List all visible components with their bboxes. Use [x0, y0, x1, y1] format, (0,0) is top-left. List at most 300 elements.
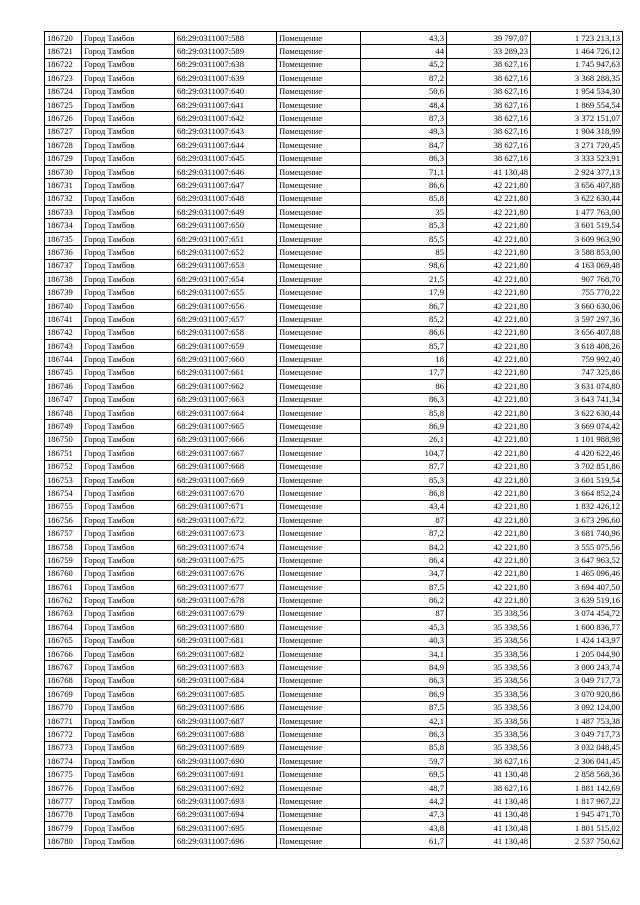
cell-cadastral-value: 3 673 296,60 [531, 514, 623, 527]
cell-city: Город Тамбов [82, 822, 175, 835]
cell-city: Город Тамбов [82, 219, 175, 232]
cell-city: Город Тамбов [82, 688, 175, 701]
cell-specific-value: 35 338,56 [447, 661, 531, 674]
cell-row-id: 186771 [45, 714, 82, 727]
cell-object-type: Помещение [277, 299, 361, 312]
cell-object-type: Помещение [277, 594, 361, 607]
cell-row-id: 186750 [45, 433, 82, 446]
cell-cadastral-value: 1 487 753,38 [531, 714, 623, 727]
table-row [45, 688, 623, 701]
cell-city: Город Тамбов [82, 58, 175, 71]
cell-area: 87 [361, 607, 447, 620]
table-row [45, 500, 623, 513]
cell-row-id: 186722 [45, 58, 82, 71]
cell-cadastral-number: 68:29:0311007:645 [175, 152, 277, 165]
cell-cadastral-number: 68:29:0311007:661 [175, 366, 277, 379]
cell-city: Город Тамбов [82, 152, 175, 165]
cell-area: 45,2 [361, 58, 447, 71]
cell-object-type: Помещение [277, 406, 361, 419]
cell-cadastral-value: 2 924 377,13 [531, 165, 623, 178]
cell-cadastral-value: 1 945 471,70 [531, 808, 623, 821]
table-row [45, 540, 623, 553]
cell-object-type: Помещение [277, 232, 361, 245]
cell-city: Город Тамбов [82, 795, 175, 808]
cell-cadastral-value: 747 325,86 [531, 366, 623, 379]
cell-specific-value: 38 627,16 [447, 139, 531, 152]
table-row [45, 273, 623, 286]
cell-cadastral-value: 1 101 988,98 [531, 433, 623, 446]
cell-row-id: 186730 [45, 165, 82, 178]
cell-city: Город Тамбов [82, 32, 175, 45]
cell-city: Город Тамбов [82, 755, 175, 768]
cell-object-type: Помещение [277, 139, 361, 152]
cell-specific-value: 42 221,80 [447, 286, 531, 299]
cell-cadastral-number: 68:29:0311007:641 [175, 98, 277, 111]
cell-cadastral-value: 1 723 213,13 [531, 32, 623, 45]
cell-cadastral-value: 3 656 407,88 [531, 179, 623, 192]
table-row [45, 366, 623, 379]
cell-cadastral-number: 68:29:0311007:690 [175, 755, 277, 768]
document-page [44, 31, 622, 849]
table-row [45, 219, 623, 232]
cell-city: Город Тамбов [82, 326, 175, 339]
table-row [45, 607, 623, 620]
table-row [45, 246, 623, 259]
table-row [45, 714, 623, 727]
cell-row-id: 186758 [45, 540, 82, 553]
cell-cadastral-number: 68:29:0311007:696 [175, 835, 277, 848]
cell-object-type: Помещение [277, 393, 361, 406]
cell-cadastral-number: 68:29:0311007:670 [175, 487, 277, 500]
cell-object-type: Помещение [277, 273, 361, 286]
cell-specific-value: 42 221,80 [447, 420, 531, 433]
cell-specific-value: 42 221,80 [447, 527, 531, 540]
cell-area: 61,7 [361, 835, 447, 848]
cell-city: Город Тамбов [82, 460, 175, 473]
cell-row-id: 186762 [45, 594, 82, 607]
cell-area: 86,2 [361, 594, 447, 607]
cell-cadastral-number: 68:29:0311007:666 [175, 433, 277, 446]
cell-row-id: 186754 [45, 487, 82, 500]
table-row [45, 567, 623, 580]
table-row [45, 460, 623, 473]
cell-cadastral-value: 1 424 143,97 [531, 634, 623, 647]
cell-area: 84,9 [361, 661, 447, 674]
cell-cadastral-value: 4 420 622,46 [531, 447, 623, 460]
cell-object-type: Помещение [277, 514, 361, 527]
table-row [45, 232, 623, 245]
cell-row-id: 186732 [45, 192, 82, 205]
table-row [45, 326, 623, 339]
cell-cadastral-number: 68:29:0311007:671 [175, 500, 277, 513]
cell-city: Город Тамбов [82, 246, 175, 259]
cell-specific-value: 39 797,07 [447, 32, 531, 45]
cell-cadastral-number: 68:29:0311007:657 [175, 313, 277, 326]
table-row [45, 58, 623, 71]
cell-cadastral-value: 3 074 454,72 [531, 607, 623, 620]
cell-row-id: 186751 [45, 447, 82, 460]
cell-specific-value: 35 338,56 [447, 701, 531, 714]
cell-area: 34,7 [361, 567, 447, 580]
cell-row-id: 186729 [45, 152, 82, 165]
cell-city: Город Тамбов [82, 380, 175, 393]
cell-object-type: Помещение [277, 420, 361, 433]
cell-cadastral-value: 1 954 534,30 [531, 85, 623, 98]
cell-specific-value: 38 627,16 [447, 152, 531, 165]
cell-cadastral-value: 1 600 836,77 [531, 621, 623, 634]
cell-object-type: Помещение [277, 433, 361, 446]
table-row [45, 741, 623, 754]
cell-cadastral-number: 68:29:0311007:663 [175, 393, 277, 406]
cell-cadastral-number: 68:29:0311007:678 [175, 594, 277, 607]
cell-row-id: 186759 [45, 554, 82, 567]
cell-cadastral-value: 3 555 075,56 [531, 540, 623, 553]
cell-row-id: 186764 [45, 621, 82, 634]
table-row [45, 728, 623, 741]
table-row [45, 433, 623, 446]
cell-row-id: 186756 [45, 514, 82, 527]
cell-cadastral-value: 3 669 074,42 [531, 420, 623, 433]
cell-specific-value: 38 627,16 [447, 125, 531, 138]
cell-row-id: 186733 [45, 206, 82, 219]
cell-specific-value: 42 221,80 [447, 259, 531, 272]
cell-area: 86,8 [361, 487, 447, 500]
cell-row-id: 186726 [45, 112, 82, 125]
cell-city: Город Тамбов [82, 447, 175, 460]
cell-object-type: Помещение [277, 58, 361, 71]
cell-city: Город Тамбов [82, 607, 175, 620]
cell-cadastral-value: 3 622 630,44 [531, 192, 623, 205]
cell-area: 44,2 [361, 795, 447, 808]
cell-cadastral-value: 755 770,22 [531, 286, 623, 299]
cell-specific-value: 33 289,23 [447, 45, 531, 58]
cell-cadastral-value: 1 801 515,02 [531, 822, 623, 835]
cell-cadastral-number: 68:29:0311007:675 [175, 554, 277, 567]
cell-area: 48,4 [361, 98, 447, 111]
cell-area: 86,6 [361, 326, 447, 339]
cell-object-type: Помещение [277, 554, 361, 567]
cell-city: Город Тамбов [82, 835, 175, 848]
cell-area: 85 [361, 246, 447, 259]
cell-specific-value: 35 338,56 [447, 621, 531, 634]
cell-city: Город Тамбов [82, 286, 175, 299]
cell-city: Город Тамбов [82, 273, 175, 286]
cell-specific-value: 42 221,80 [447, 500, 531, 513]
cell-row-id: 186748 [45, 406, 82, 419]
cell-cadastral-value: 1 205 044,90 [531, 647, 623, 660]
cell-object-type: Помещение [277, 179, 361, 192]
cell-area: 69,5 [361, 768, 447, 781]
cell-specific-value: 38 627,16 [447, 85, 531, 98]
cell-cadastral-number: 68:29:0311007:658 [175, 326, 277, 339]
cell-row-id: 186779 [45, 822, 82, 835]
cell-row-id: 186749 [45, 420, 82, 433]
cell-city: Город Тамбов [82, 714, 175, 727]
table-row [45, 581, 623, 594]
cell-object-type: Помещение [277, 835, 361, 848]
cell-cadastral-number: 68:29:0311007:652 [175, 246, 277, 259]
cell-object-type: Помещение [277, 165, 361, 178]
cell-city: Город Тамбов [82, 179, 175, 192]
cell-city: Город Тамбов [82, 473, 175, 486]
cell-area: 43,4 [361, 500, 447, 513]
cell-city: Город Тамбов [82, 206, 175, 219]
table-body [45, 32, 623, 849]
table-row [45, 781, 623, 794]
cell-specific-value: 42 221,80 [447, 206, 531, 219]
cell-city: Город Тамбов [82, 72, 175, 85]
cell-specific-value: 42 221,80 [447, 313, 531, 326]
cell-specific-value: 42 221,80 [447, 326, 531, 339]
cell-object-type: Помещение [277, 32, 361, 45]
cell-area: 86 [361, 380, 447, 393]
cell-city: Город Тамбов [82, 647, 175, 660]
cell-row-id: 186780 [45, 835, 82, 848]
cell-city: Город Тамбов [82, 554, 175, 567]
cell-specific-value: 42 221,80 [447, 447, 531, 460]
cell-area: 86,3 [361, 674, 447, 687]
cell-row-id: 186728 [45, 139, 82, 152]
cell-cadastral-number: 68:29:0311007:674 [175, 540, 277, 553]
cell-object-type: Помещение [277, 728, 361, 741]
table-row [45, 45, 623, 58]
cell-cadastral-value: 1 832 426,12 [531, 500, 623, 513]
cell-city: Город Тамбов [82, 232, 175, 245]
cell-cadastral-value: 3 702 851,86 [531, 460, 623, 473]
cell-area: 45,3 [361, 621, 447, 634]
cell-row-id: 186761 [45, 581, 82, 594]
cell-row-id: 186760 [45, 567, 82, 580]
cell-cadastral-value: 3 092 124,00 [531, 701, 623, 714]
table-row [45, 339, 623, 352]
cell-row-id: 186755 [45, 500, 82, 513]
cell-specific-value: 35 338,56 [447, 688, 531, 701]
cell-cadastral-value: 1 477 763,00 [531, 206, 623, 219]
cell-specific-value: 42 221,80 [447, 514, 531, 527]
cell-row-id: 186775 [45, 768, 82, 781]
cell-cadastral-number: 68:29:0311007:654 [175, 273, 277, 286]
table-row [45, 514, 623, 527]
cell-cadastral-value: 3 647 963,52 [531, 554, 623, 567]
cell-area: 87,5 [361, 581, 447, 594]
cell-cadastral-value: 2 537 750,62 [531, 835, 623, 848]
cell-area: 47,3 [361, 808, 447, 821]
cell-object-type: Помещение [277, 674, 361, 687]
table-row [45, 313, 623, 326]
cell-cadastral-value: 3 681 740,96 [531, 527, 623, 540]
cell-cadastral-number: 68:29:0311007:662 [175, 380, 277, 393]
cell-object-type: Помещение [277, 206, 361, 219]
cell-object-type: Помещение [277, 473, 361, 486]
cell-cadastral-value: 1 817 967,22 [531, 795, 623, 808]
cell-cadastral-number: 68:29:0311007:680 [175, 621, 277, 634]
cell-city: Город Тамбов [82, 527, 175, 540]
table-row [45, 795, 623, 808]
cell-city: Город Тамбов [82, 567, 175, 580]
table-row [45, 835, 623, 848]
cell-cadastral-number: 68:29:0311007:686 [175, 701, 277, 714]
cell-object-type: Помещение [277, 246, 361, 259]
cell-area: 86,9 [361, 420, 447, 433]
cell-area: 44 [361, 45, 447, 58]
table-row [45, 98, 623, 111]
cell-row-id: 186723 [45, 72, 82, 85]
cell-object-type: Помещение [277, 661, 361, 674]
cell-object-type: Помещение [277, 647, 361, 660]
cell-row-id: 186752 [45, 460, 82, 473]
cell-cadastral-number: 68:29:0311007:646 [175, 165, 277, 178]
cell-area: 49,3 [361, 125, 447, 138]
cell-specific-value: 42 221,80 [447, 366, 531, 379]
cell-cadastral-value: 3 333 523,91 [531, 152, 623, 165]
cell-area: 85,8 [361, 192, 447, 205]
cell-specific-value: 42 221,80 [447, 554, 531, 567]
cell-object-type: Помещение [277, 781, 361, 794]
cell-row-id: 186734 [45, 219, 82, 232]
cell-object-type: Помещение [277, 714, 361, 727]
table-row [45, 621, 623, 634]
cell-city: Город Тамбов [82, 701, 175, 714]
cell-row-id: 186743 [45, 339, 82, 352]
cell-area: 35 [361, 206, 447, 219]
cell-object-type: Помещение [277, 755, 361, 768]
cell-area: 85,3 [361, 219, 447, 232]
cell-city: Город Тамбов [82, 487, 175, 500]
cell-row-id: 186721 [45, 45, 82, 58]
cell-specific-value: 42 221,80 [447, 299, 531, 312]
table-row [45, 701, 623, 714]
cell-area: 87 [361, 514, 447, 527]
cell-city: Город Тамбов [82, 112, 175, 125]
table-row [45, 420, 623, 433]
cell-row-id: 186777 [45, 795, 82, 808]
cell-cadastral-value: 3 601 519,54 [531, 219, 623, 232]
cell-row-id: 186731 [45, 179, 82, 192]
cell-cadastral-number: 68:29:0311007:653 [175, 259, 277, 272]
cell-cadastral-value: 3 622 630,44 [531, 406, 623, 419]
cell-cadastral-value: 2 306 041,45 [531, 755, 623, 768]
table-row [45, 822, 623, 835]
cell-object-type: Помещение [277, 339, 361, 352]
cell-city: Город Тамбов [82, 781, 175, 794]
cell-row-id: 186778 [45, 808, 82, 821]
table-row [45, 393, 623, 406]
cell-city: Город Тамбов [82, 165, 175, 178]
cell-row-id: 186746 [45, 380, 82, 393]
cell-specific-value: 38 627,16 [447, 58, 531, 71]
table-row [45, 661, 623, 674]
table-row [45, 286, 623, 299]
cell-row-id: 186763 [45, 607, 82, 620]
cell-area: 43,3 [361, 32, 447, 45]
cell-city: Город Тамбов [82, 406, 175, 419]
cell-cadastral-value: 3 609 963,90 [531, 232, 623, 245]
cell-cadastral-value: 3 664 852,24 [531, 487, 623, 500]
cell-object-type: Помещение [277, 701, 361, 714]
cell-area: 40,3 [361, 634, 447, 647]
cell-city: Город Тамбов [82, 299, 175, 312]
cell-area: 18 [361, 353, 447, 366]
cell-specific-value: 38 627,16 [447, 781, 531, 794]
table-row [45, 299, 623, 312]
table-row [45, 768, 623, 781]
cell-cadastral-number: 68:29:0311007:588 [175, 32, 277, 45]
cell-city: Город Тамбов [82, 581, 175, 594]
table-row [45, 406, 623, 419]
cell-cadastral-value: 3 588 853,00 [531, 246, 623, 259]
cell-cadastral-value: 1 464 726,12 [531, 45, 623, 58]
cell-cadastral-number: 68:29:0311007:669 [175, 473, 277, 486]
cell-row-id: 186774 [45, 755, 82, 768]
cell-specific-value: 38 627,16 [447, 98, 531, 111]
cell-cadastral-number: 68:29:0311007:672 [175, 514, 277, 527]
cell-object-type: Помещение [277, 72, 361, 85]
cell-row-id: 186767 [45, 661, 82, 674]
cell-cadastral-value: 1 904 318,99 [531, 125, 623, 138]
table-row [45, 755, 623, 768]
cell-cadastral-number: 68:29:0311007:644 [175, 139, 277, 152]
cell-area: 87,2 [361, 527, 447, 540]
cell-cadastral-value: 3 694 407,50 [531, 581, 623, 594]
table-row [45, 165, 623, 178]
cell-specific-value: 41 130,48 [447, 808, 531, 821]
cell-area: 17,7 [361, 366, 447, 379]
cell-area: 86,4 [361, 554, 447, 567]
cell-specific-value: 41 130,48 [447, 768, 531, 781]
cell-object-type: Помещение [277, 487, 361, 500]
cell-city: Город Тамбов [82, 192, 175, 205]
cell-object-type: Помещение [277, 85, 361, 98]
cell-cadastral-number: 68:29:0311007:683 [175, 661, 277, 674]
cell-cadastral-number: 68:29:0311007:688 [175, 728, 277, 741]
cell-row-id: 186737 [45, 259, 82, 272]
table-row [45, 353, 623, 366]
cell-area: 86,9 [361, 688, 447, 701]
cell-area: 98,6 [361, 259, 447, 272]
cell-area: 34,1 [361, 647, 447, 660]
cell-city: Город Тамбов [82, 634, 175, 647]
cell-cadastral-number: 68:29:0311007:684 [175, 674, 277, 687]
cell-object-type: Помещение [277, 98, 361, 111]
cell-row-id: 186736 [45, 246, 82, 259]
cell-object-type: Помещение [277, 822, 361, 835]
cell-object-type: Помещение [277, 152, 361, 165]
cell-area: 86,3 [361, 152, 447, 165]
table-row [45, 72, 623, 85]
cell-cadastral-value: 3 656 407,88 [531, 326, 623, 339]
cell-cadastral-number: 68:29:0311007:691 [175, 768, 277, 781]
cell-cadastral-number: 68:29:0311007:647 [175, 179, 277, 192]
cell-specific-value: 42 221,80 [447, 433, 531, 446]
cell-row-id: 186773 [45, 741, 82, 754]
cell-area: 86,7 [361, 299, 447, 312]
cell-cadastral-value: 3 618 408,26 [531, 339, 623, 352]
cell-city: Город Тамбов [82, 353, 175, 366]
cell-city: Город Тамбов [82, 674, 175, 687]
cell-row-id: 186744 [45, 353, 82, 366]
table-row [45, 647, 623, 660]
cell-object-type: Помещение [277, 313, 361, 326]
cell-cadastral-number: 68:29:0311007:682 [175, 647, 277, 660]
cell-cadastral-number: 68:29:0311007:643 [175, 125, 277, 138]
cell-cadastral-value: 3 372 151,07 [531, 112, 623, 125]
table-row [45, 554, 623, 567]
cell-area: 87,5 [361, 701, 447, 714]
cell-city: Город Тамбов [82, 661, 175, 674]
cell-city: Город Тамбов [82, 125, 175, 138]
cell-cadastral-value: 3 660 630,06 [531, 299, 623, 312]
cell-row-id: 186765 [45, 634, 82, 647]
